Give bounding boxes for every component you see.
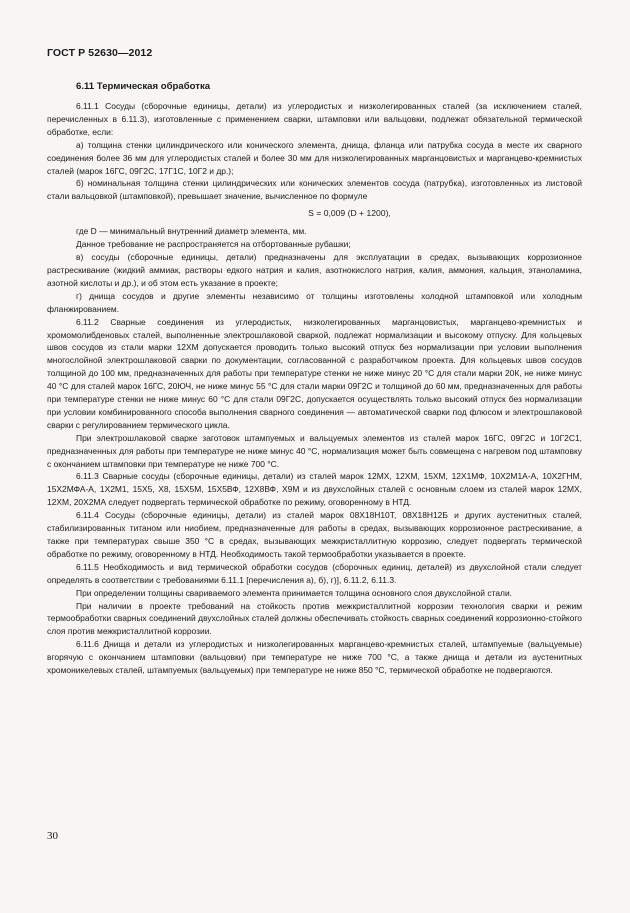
formula [47,205,582,221]
paragraph: б) номинальная толщина стенки цилиндрических или конических элементов сосуда (патрубка), изготовленных из листовой стали вальцовкой (штамповкой), превышает значение, вычисленное по формуле [47,178,582,202]
paragraph: 6.11.5 Необходимость и вид термической обработки сосудов (сборочных единиц, деталей) из двухслойной стали следует определять в соответствии с требованиями 6.11.1 [перечисления а), б), г)], 6.11.2, 6.11.3. [47,561,582,585]
paragraph: 6.11.4 Сосуды (сборочные единицы, детали) из сталей марок 08Х18Н10Т, 08Х18Н12Б и других аустенитных сталей, стабилизированных титаном или ниобием, предназначенные для работы в средах, вызывающих коррозионное растрескивание, а также при температурах свыше 350 °С в средах, вызывающих межкристаллитную коррозию, следует подвергать термической обработке по режиму, оговоренному в НТД. Необходимость такой термообработки указывается в проекте. [47,510,582,559]
formula-text: S = 0,009 (D + 1200), [308,208,391,219]
standard-header: ГОСТ Р 52630—2012 [47,47,153,59]
page-number: 30 [47,830,58,842]
paragraph: а) толщина стенки цилиндрического или конического элемента, днища, фланца или патрубка сосуда в месте их сварного соединения более 36 мм для углеродистых сталей и более 30 мм для низколегированных марганцовистых и марганцево-кремнистых сталей (марок 16ГС, 09Г2С, 17Г1С, 10Г2 и др.); [47,139,582,176]
paragraph: где D — минимальный внутренний диаметр элемента, мм. [76,226,307,237]
paragraph: г) днища сосудов и другие элементы независимо от толщины изготовлены холодной штамповкой или холодным фланжированием. [47,290,582,314]
paragraph: При наличии в проекте требований на стойкость против межкристаллитной коррозии технология сварки и режим термообработки сварных соединений двухслойных сталей должны обеспечивать стойкость сварных соединений коррозионно-стойкого слоя против межкристаллитной коррозии. [47,600,582,637]
paragraph: в) сосуды (сборочные единицы, детали) предназначены для эксплуатации в средах, вызывающих коррозионное растрескивание (жидкий аммиак, растворы едкого натрия и калия, азотнокислого натрия, калия, аммония, кальция, этаноламина, азотной кислоты и др.), и об этом есть указание в проекте; [47,252,582,288]
paragraph: При электрошлаковой сварке заготовок штампуемых и вальцуемых элементов из сталей марок 16ГС, 09Г2С и 10Г2С1, предназначенных для работы при температуре не ниже минус 40 °С, нормализация может быть совмещена с нагревом под штамповку с окончанием штамповки при температуре не ниже 700 °С. [47,432,582,469]
section-title: 6.11 Термическая обработка [76,81,211,92]
document-body [47,100,582,677]
paragraph: 6.11.2 Сварные соединения из углеродистых, низколегированных марганцовистых, марганцево-кремнистых и хромомолибденовых сталей, выполненные электрошлаковой сваркой, подлежат нормализации и высокому отпуску. Для кольцевых швов сосудов из стали марки 12ХМ допускается проводить только высокий отпуск без нормализации при условии выполнения многослойной электрошлаковой сварки по документации, согласованной с разработчиком проекта. Для кольцевых швов сосудов толщиной до 100 мм, предназначенных для работы при температуре стенки не ниже минус 20 °С для стали марки 20К, не ниже минус 40 °С для сталей марок 16ГС, 20ЮЧ, не ниже минус 55 °С для стали марки 09Г2С и толщиной до 60 мм, предназначенных для работы при температуре стенки не ниже минус 60 °С для стали 09Г2С, допускается осуществлять только высокий отпуск без нормализации при условии комбинированного способа выполнения сварного соединения — автоматической сварки под флюсом и электрошлаковой сварки с регулированием термического цикла. [47,316,582,430]
paragraph: 6.11.6 Днища и детали из углеродистых и низколегированных марганцево-кремнистых сталей, штампуемые (вальцуемые) вгорячую с окончанием штамповки (вальцовки) при температуре не ниже 700 °С, а также днища и детали из аустенитных хромоникелевых сталей, штампуемых (вальцуемых) при температуре не ниже 850 °С, термической обработке не подвергаются. [47,639,582,676]
paragraph: 6.11.3 Сварные сосуды (сборочные единицы, детали) из сталей марок 12МХ, 12ХМ, 15ХМ, 12Х1МФ, 10Х2М1А-А, 10Х2ГНМ, 15Х2МФА-А, 1Х2М1, 15Х5, Х8, 15Х5М, 15Х5ВФ, 12Х8ВФ, Х9М и из двухслойных сталей с основным слоем из сталей марок 12МХ, 12ХМ, 20Х2МА следует подвергать термической обработке по режиму, оговоренному в НТД. [47,471,582,508]
paragraph: При определении толщины свариваемого элемента принимается толщина основного слоя двухслойной стали. [76,587,513,598]
paragraph: Данное требование не распространяется на отбортованные рубашки; [76,239,351,250]
paragraph: 6.11.1 Сосуды (сборочные единицы, детали) из углеродистых и низколегированных сталей (за исключением сталей, перечисленных в 6.11.3), изготовленные с применением сварки, штамповки или вальцовки, подлежат обязательной термической обработке, если: [47,101,582,137]
